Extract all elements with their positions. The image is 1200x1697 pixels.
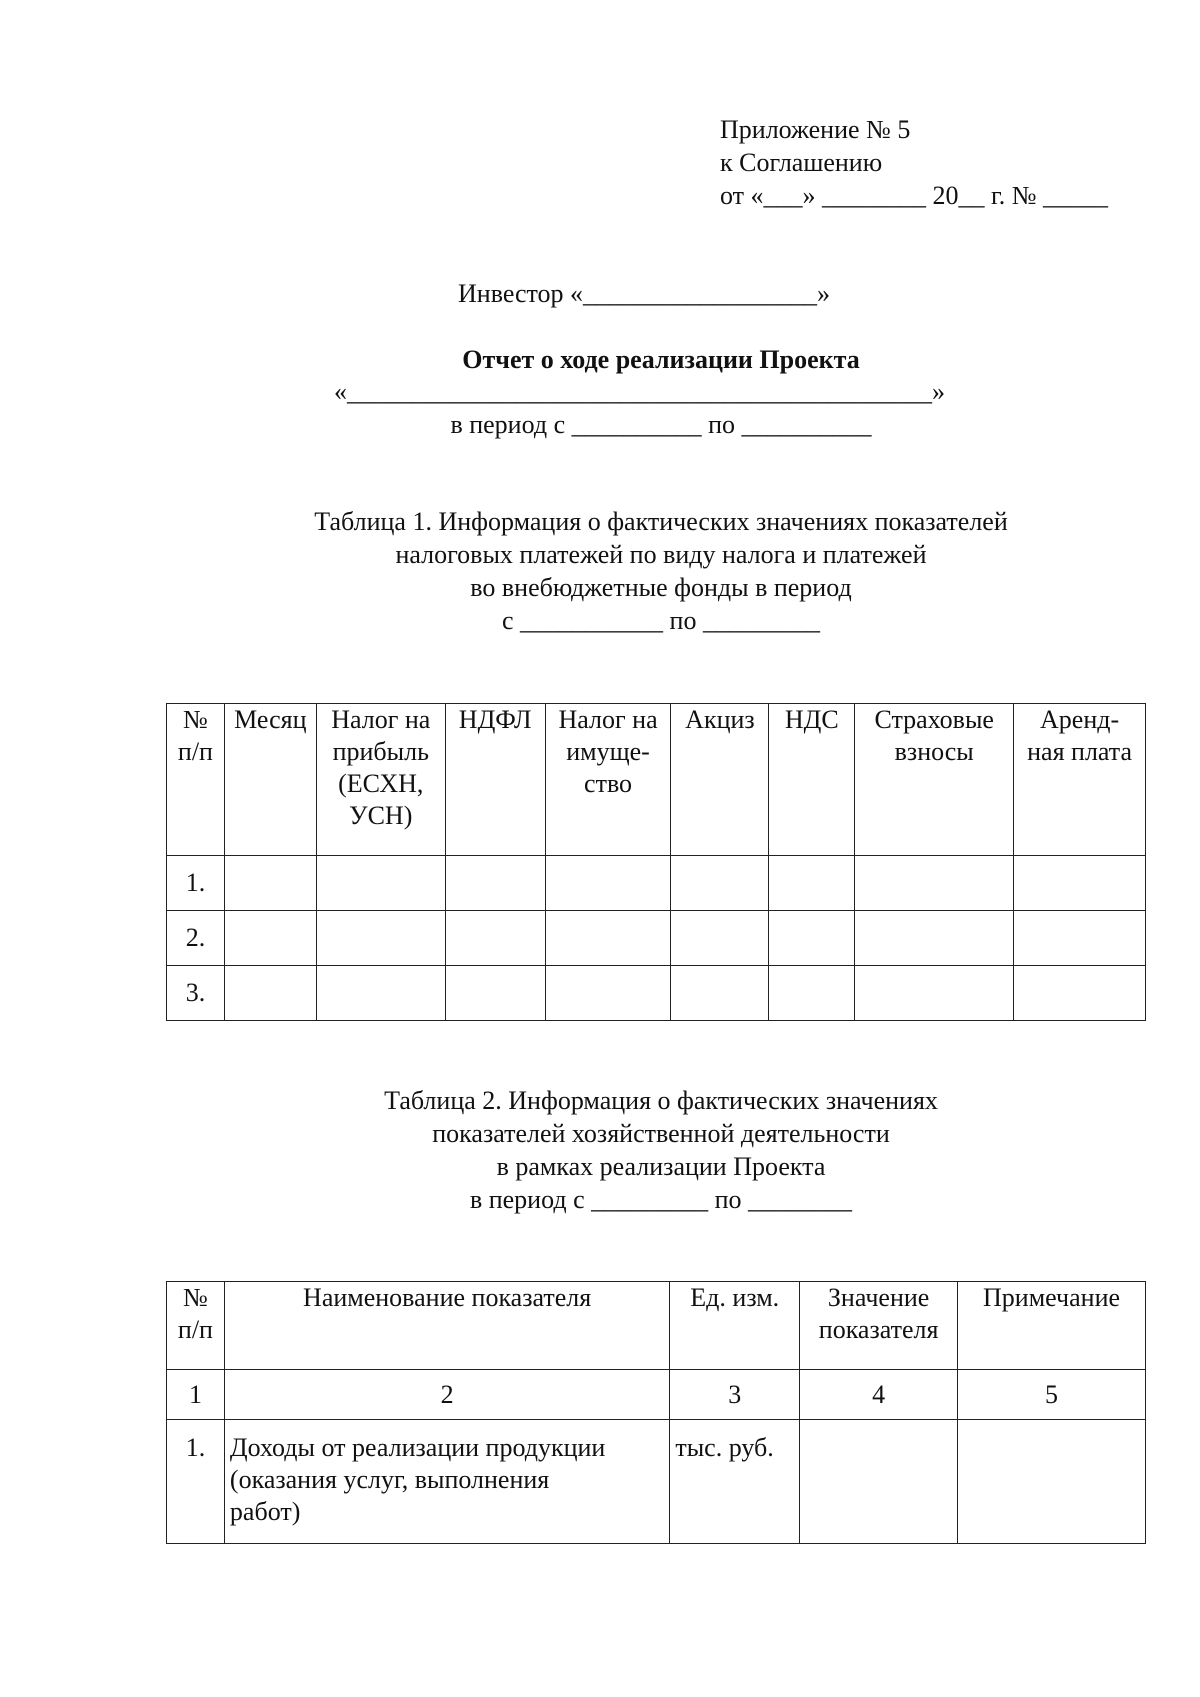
table2 xyxy=(166,1281,1146,1544)
table2-header-note: Примечание xyxy=(958,1282,1146,1370)
column-number: 4 xyxy=(800,1370,958,1420)
table1-header-rent: Аренд- ная плата xyxy=(1014,704,1146,856)
table1-caption-line-1: Таблица 1. Информация о фактических значениях показателей xyxy=(314,507,1008,536)
table2-caption-line-3: в рамках реализации Проекта xyxy=(496,1152,826,1181)
indicator-name: Доходы от реализации продукции (оказания услуг, выполнения работ) xyxy=(224,1420,669,1544)
investor-line: Инвестор «__________________» xyxy=(458,279,831,308)
table1-header-row xyxy=(167,704,1146,856)
table1-header-vat: НДС xyxy=(769,704,855,856)
row-number: 2. xyxy=(167,911,225,966)
column-number: 1 xyxy=(167,1370,225,1420)
table-row xyxy=(167,911,1146,966)
table2-header-unit: Ед. изм. xyxy=(670,1282,800,1370)
table2-number-row xyxy=(167,1370,1146,1420)
table2-caption-line-1: Таблица 2. Информация о фактических значениях xyxy=(384,1086,938,1115)
appendix-line-1: Приложение № 5 xyxy=(720,115,911,144)
table1-header-insurance: Страховые взносы xyxy=(855,704,1014,856)
appendix-line-3: от «___» ________ 20__ г. № _____ xyxy=(720,181,1109,210)
table-row xyxy=(167,966,1146,1021)
table2-caption-line-2: показателей хозяйственной деятельности xyxy=(432,1119,890,1148)
table1 xyxy=(166,703,1146,1021)
appendix-line-2: к Соглашению xyxy=(720,148,883,177)
table1-caption-line-2: налоговых платежей по виду налога и платежей xyxy=(395,540,927,569)
table1-header-month: Месяц xyxy=(224,704,316,856)
table1-header-property-tax: Налог на имуще- ство xyxy=(545,704,671,856)
table2-header-num: № п/п xyxy=(167,1282,225,1370)
table1-header-excise: Акциз xyxy=(671,704,769,856)
table1-caption-line-3: во внебюджетные фонды в период xyxy=(470,573,852,602)
table2-caption-line-4: в период с _________ по ________ xyxy=(469,1185,853,1214)
table1-caption-line-4: с ___________ по _________ xyxy=(502,606,820,635)
report-period: в период с __________ по __________ xyxy=(450,410,872,439)
table1-header-ndfl: НДФЛ xyxy=(445,704,545,856)
row-number: 1. xyxy=(167,1420,225,1544)
table2-header-row xyxy=(167,1282,1146,1370)
table-row xyxy=(167,856,1146,911)
row-number: 3. xyxy=(167,966,225,1021)
table1-header-profit-tax: Налог на прибыль (ЕСХН, УСН) xyxy=(316,704,445,856)
table2-header-name: Наименование показателя xyxy=(224,1282,669,1370)
report-title: Отчет о ходе реализации Проекта xyxy=(462,345,860,374)
column-number: 5 xyxy=(958,1370,1146,1420)
indicator-unit: тыс. руб. xyxy=(670,1420,800,1544)
column-number: 2 xyxy=(224,1370,669,1420)
table-row xyxy=(167,1420,1146,1544)
table1-header-num: № п/п xyxy=(167,704,225,856)
table2-header-value: Значение показателя xyxy=(800,1282,958,1370)
report-name-line: «_____________________________________________» xyxy=(334,377,945,406)
column-number: 3 xyxy=(670,1370,800,1420)
row-number: 1. xyxy=(167,856,225,911)
indicator-note xyxy=(958,1420,1146,1544)
indicator-value xyxy=(800,1420,958,1544)
